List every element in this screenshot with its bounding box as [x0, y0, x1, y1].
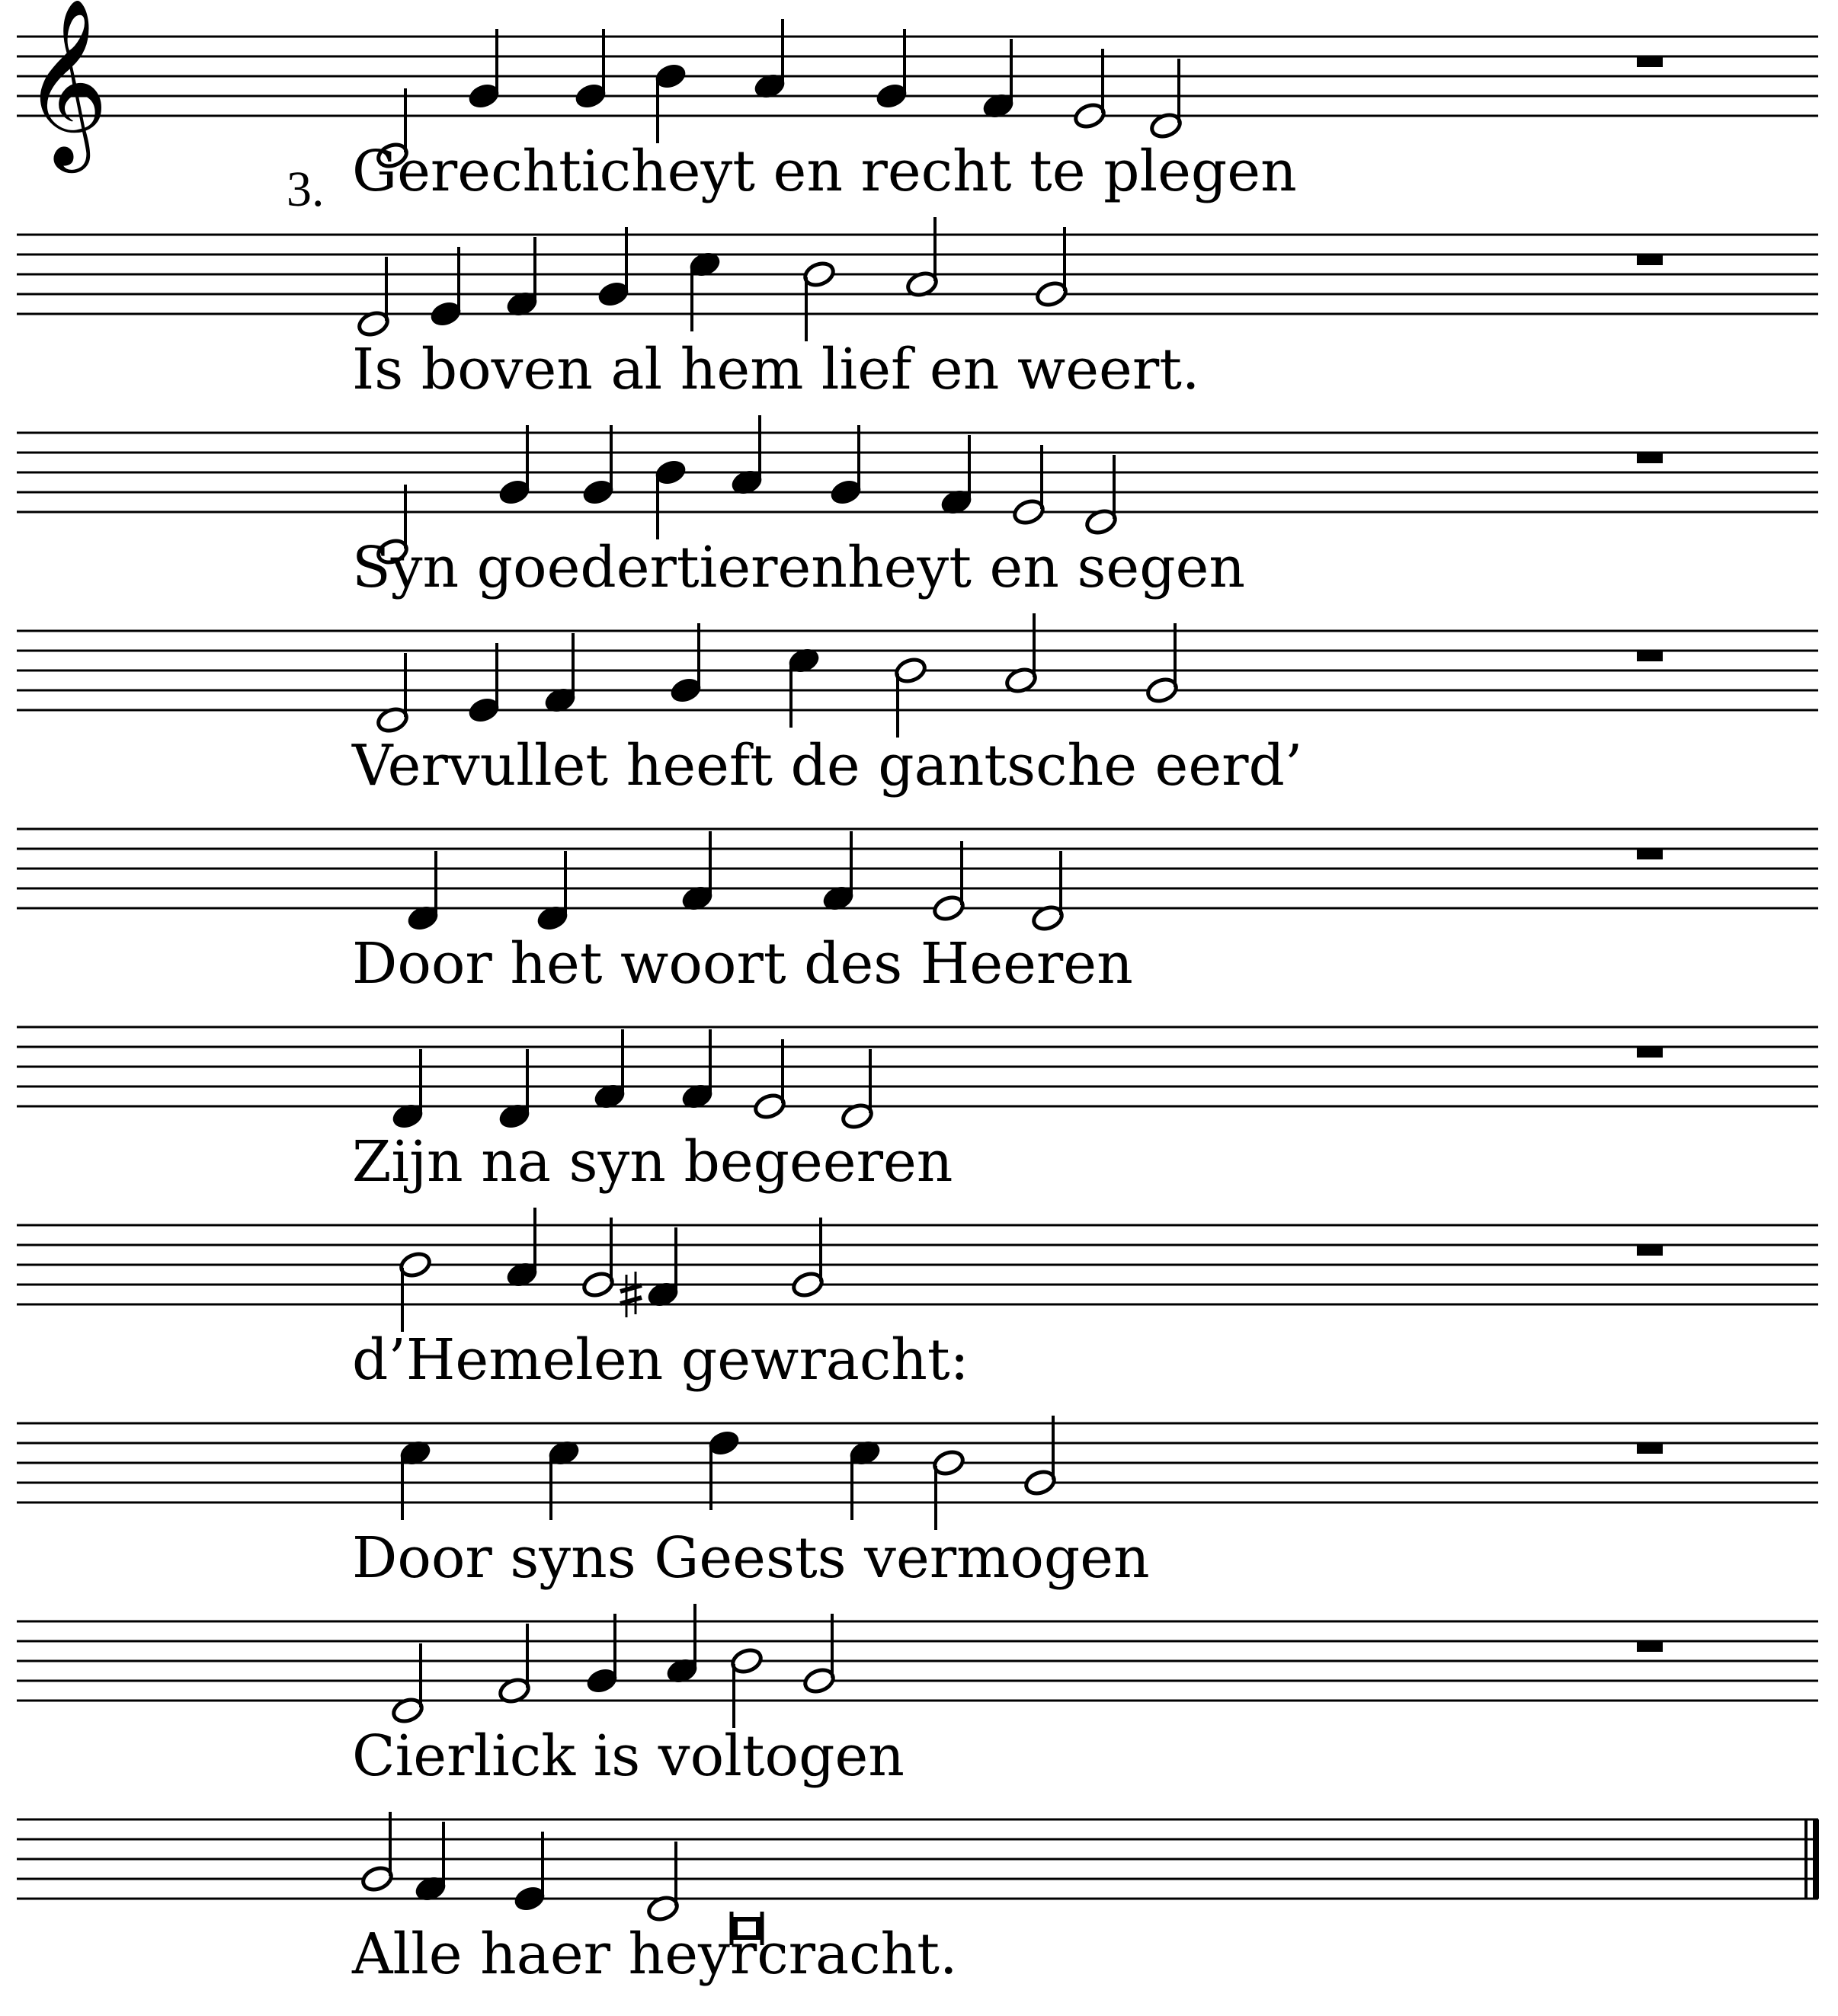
note: [940, 435, 974, 517]
note: [981, 39, 1016, 120]
verse-number: 3.: [287, 162, 325, 217]
lyrics: [351, 139, 1302, 1987]
lyric-line-10: Alle haer heyrcracht.: [352, 1922, 958, 1987]
note: [357, 257, 391, 338]
note: [680, 1029, 715, 1111]
lyric-line-6: Zijn na syn begeeren: [352, 1129, 953, 1195]
note: [581, 425, 616, 507]
note: [391, 1643, 425, 1725]
note: [547, 1438, 581, 1520]
lyric-line-4: Vervullet heeft de gantsche eerd’: [352, 733, 1303, 798]
note: [654, 62, 688, 143]
half-rest-icon: [1637, 1641, 1663, 1652]
note: [399, 1250, 433, 1332]
note: [932, 841, 966, 923]
note: [646, 1842, 680, 1923]
note: [730, 415, 764, 497]
note: [894, 656, 928, 738]
note: [399, 1438, 433, 1520]
note: [802, 1614, 837, 1695]
half-rest-icon: [1637, 849, 1663, 859]
note: [654, 458, 688, 539]
note: [1012, 445, 1046, 526]
note: [1149, 59, 1183, 140]
note: [875, 29, 909, 110]
staff-line-7: [17, 1208, 1818, 1332]
lyric-line-9: Cierlick is voltogen: [352, 1723, 905, 1789]
half-rest-icon: [1637, 1443, 1663, 1454]
note: [593, 1029, 627, 1111]
note: [1145, 623, 1180, 705]
note: [802, 260, 837, 341]
note: [536, 851, 570, 933]
note: [543, 633, 578, 715]
note: [787, 646, 821, 728]
lyric-line-3: Syn goedertierenheyt en segen: [352, 535, 1246, 600]
note: [585, 1614, 620, 1695]
note: [730, 1646, 764, 1728]
note: [932, 1448, 966, 1530]
note: [1023, 1416, 1058, 1497]
half-rest-icon: [1637, 1047, 1663, 1058]
half-rest-icon: [1637, 651, 1663, 661]
note: [665, 1604, 700, 1685]
note: [498, 1624, 532, 1705]
note: [829, 425, 863, 507]
half-rest-icon: [1637, 1245, 1663, 1256]
note: [753, 1039, 787, 1121]
treble-clef-icon: 𝄞: [23, 0, 109, 165]
note: [688, 250, 722, 331]
note: [360, 1812, 395, 1893]
note: [821, 831, 856, 913]
note: [841, 1049, 875, 1131]
staff-line-9: [17, 1604, 1818, 1728]
note: [1031, 851, 1065, 933]
lyric-line-1: Gerechticheyt en recht te plegen: [352, 139, 1297, 204]
staff-line-8: [17, 1416, 1818, 1530]
note: [498, 425, 532, 507]
lyric-line-7: d’Hemelen gewracht:: [352, 1327, 969, 1393]
note: [905, 217, 940, 299]
note: [376, 653, 410, 734]
note: [707, 1429, 741, 1510]
note: [1084, 455, 1119, 536]
note: [467, 29, 501, 110]
lyric-line-5: Door het woort des Heeren: [352, 931, 1133, 997]
half-rest-icon: [1637, 254, 1663, 265]
note: [669, 623, 703, 705]
note: [680, 831, 715, 913]
note: [791, 1218, 825, 1299]
half-rest-icon: [1637, 453, 1663, 463]
staff-line-5: [17, 829, 1818, 933]
note: [597, 227, 631, 309]
lyric-line-8: Door syns Geests vermogen: [352, 1525, 1150, 1591]
note: [505, 237, 540, 318]
note: [391, 1049, 425, 1131]
staff-line-4: [17, 613, 1818, 738]
note: [1035, 227, 1069, 309]
note: [1004, 613, 1039, 695]
note: [467, 643, 501, 725]
note: [513, 1832, 547, 1913]
note: [574, 29, 608, 110]
note: [753, 19, 787, 101]
lyric-line-2: Is boven al hem lief en weert.: [352, 337, 1200, 402]
note: [848, 1438, 882, 1520]
note: [581, 1218, 616, 1299]
staff-line-6: [17, 1027, 1818, 1131]
note: [1073, 49, 1107, 130]
note: [429, 247, 463, 328]
note: [498, 1049, 532, 1131]
half-rest-icon: [1637, 56, 1663, 67]
note: [414, 1822, 448, 1903]
note: [505, 1208, 540, 1289]
staff-line-2: [17, 217, 1818, 341]
note: [406, 851, 440, 933]
